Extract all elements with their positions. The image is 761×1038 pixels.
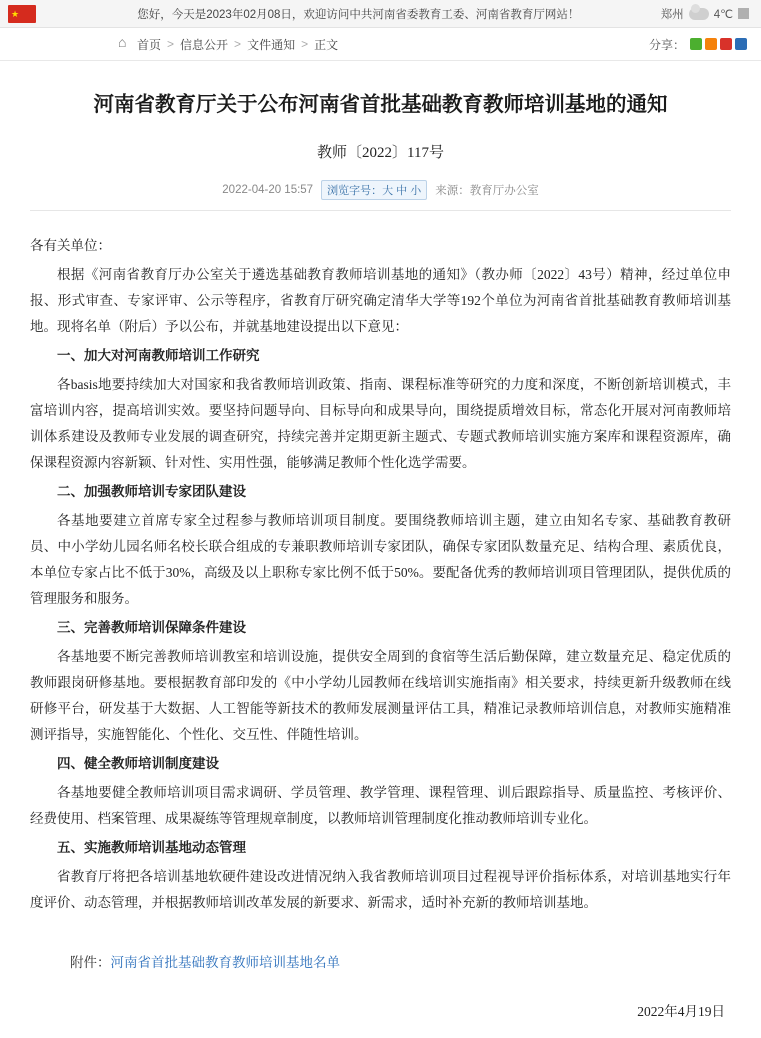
document-number: 教师〔2022〕117号 <box>317 145 444 161</box>
section-heading: 一、加大对河南教师培训工作研究 <box>57 348 260 363</box>
sign-date: 2022年4月19日 <box>637 1004 725 1019</box>
font-size-small[interactable]: 小 <box>410 185 422 197</box>
font-size-large[interactable]: 大 <box>382 185 394 197</box>
attachment-link[interactable]: 河南省首批基础教育教师培训基地名单 <box>110 955 340 970</box>
wechat-icon[interactable] <box>690 38 702 50</box>
breadcrumb-item-home[interactable]: 首页 <box>137 37 162 52</box>
font-size-control[interactable] <box>321 180 427 200</box>
paragraph: 各有关单位： <box>30 238 111 253</box>
weibo-icon[interactable] <box>720 38 732 50</box>
breadcrumb <box>118 36 649 53</box>
article-container <box>0 89 761 1038</box>
section-heading: 四、健全教师培训制度建设 <box>57 756 219 771</box>
attachment-label: 附件： <box>70 955 111 970</box>
share-label: 分享： <box>648 37 685 52</box>
publish-datetime: 2022-04-20 15:57 <box>222 184 314 196</box>
share-bar <box>649 36 747 53</box>
section-heading: 五、实施教师培训基地动态管理 <box>57 840 246 855</box>
breadcrumb-separator: > <box>234 37 242 51</box>
breadcrumb-bar <box>0 28 761 61</box>
welcome-message: 您好，今天是2023年02月08日，欢迎访问中共河南省委教育工委、河南省教育厅网站！ <box>137 8 580 21</box>
weather-temperature: 4℃ <box>713 8 733 21</box>
top-bar <box>0 0 761 28</box>
weather-widget[interactable] <box>661 6 749 22</box>
page-title: 河南省教育厅关于公布河南省首批基础教育教师培训基地的通知 <box>93 94 668 116</box>
air-quality-icon <box>738 8 749 19</box>
paragraph: 各basis地要持续加大对国家和我省教师培训政策、指南、课程标准等研究的力度和深度，不断创新培训模式，丰富培训内容，提高培训实效。要坚持问题导向、目标导向和成果导向，围绕提质增效目标，常态化开展对河南教师培训体系建设及教师专业发展的调查研究，持续完善并定期更新主题式、专题式教师培训实施方案库和课程资源库，确保课程资源内容新颖、针对性、实用性强，能够满足教师个性化选学需要。 <box>30 377 731 470</box>
paragraph: 各基地要健全教师培训项目需求调研、学员管理、教学管理、课程管理、训后跟踪指导、质量监控、考核评价、经费使用、档案管理、成果凝练等管理规章制度，以教师培训管理制度化推动教师培训专业化。 <box>30 785 731 826</box>
breadcrumb-separator: > <box>167 37 175 51</box>
breadcrumb-item-current: 正文 <box>314 37 339 52</box>
breadcrumb-item-documents[interactable]: 文件通知 <box>247 37 296 52</box>
paragraph: 根据《河南省教育厅办公室关于遴选基础教育教师培训基地的通知》（教办师〔2022〕43号）精神，经过单位申报、形式审查、专家评审、公示等程序，省教育厅研究确定清华大学等192个单位为河南省首批基础教育教师培训基地。现将名单（附后）予以公布，并就基地建设提出以下意见： <box>30 267 731 334</box>
weather-city: 郑州 <box>660 8 684 21</box>
article-body <box>30 233 731 916</box>
article-meta <box>30 180 731 211</box>
paragraph: 省教育厅将把各培训基地软硬件建设改进情况纳入我省教师培训项目过程视导评价指标体系，对培训基地实行年度评价、动态管理，并根据教师培训改革发展的新要求、新需求，适时补充新的教师培训基地。 <box>30 869 731 910</box>
section-heading: 三、完善教师培训保障条件建设 <box>57 620 246 635</box>
section-heading: 二、加强教师培训专家团队建设 <box>57 484 246 499</box>
font-size-label: 浏览字号： <box>327 185 383 197</box>
breadcrumb-separator: > <box>301 37 309 51</box>
rss-icon[interactable] <box>705 38 717 50</box>
font-size-medium[interactable]: 中 <box>396 185 408 197</box>
paragraph: 各基地要不断完善教师培训教室和培训设施，提供安全周到的食宿等生活后勤保障，建立数量充足、稳定优质的教师跟岗研修基地。要根据教育部印发的《中小学幼儿园教师在线培训实施指南》相关要求，持续更新升级教师在线研修平台，研发基于大数据、人工智能等新技术的教师发展测量评估工具，精准记录教师培训信息，对教师实施精准测评指导，实施智能化、个性化、交互性、伴随性培训。 <box>30 649 731 742</box>
article-source: 来源：教育厅办公室 <box>435 185 539 197</box>
breadcrumb-item-info-disclosure[interactable]: 信息公开 <box>180 37 229 52</box>
paragraph: 各基地要建立首席专家全过程参与教师培训项目制度。要围绕教师培训主题，建立由知名专家、基础教育教研员、中小学幼儿园名师名校长联合组成的专兼职教师培训专家团队，确保专家团队数量充足、结构合理、素质优良，本单位专家占比不低于30%，高级及以上职称专家比例不低于50%。要配备优秀的教师培训项目管理团队，提供优质的管理服务和服务。 <box>30 513 731 606</box>
cloud-icon <box>689 8 709 20</box>
china-flag-icon <box>8 5 36 23</box>
more-share-icon[interactable] <box>735 38 747 50</box>
home-icon[interactable] <box>118 38 131 50</box>
attachment-row <box>30 950 731 976</box>
